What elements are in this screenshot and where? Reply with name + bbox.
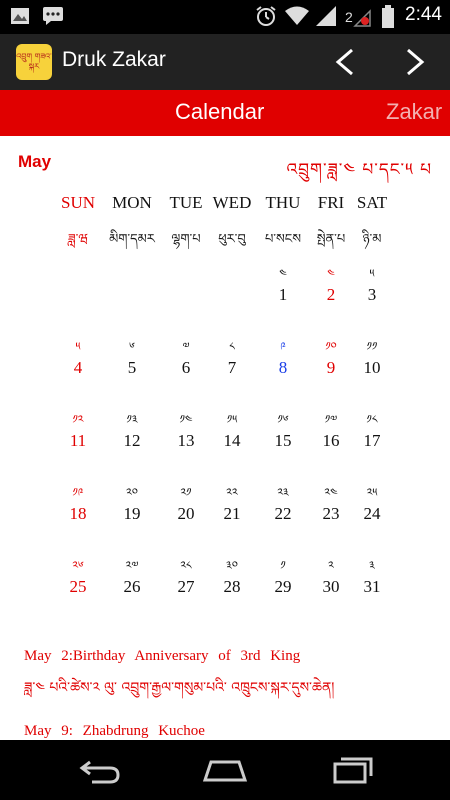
svg-text:2: 2 [345,9,353,25]
back-button[interactable] [76,754,124,786]
tibetan-date: ༡༨ [366,413,378,426]
weekday-label-tibetan: སྤེན་པ [316,232,346,247]
tibetan-date: ༡༦ [277,413,289,426]
day-cell[interactable] [110,411,154,467]
day-number: 8 [278,358,288,377]
month-title: May [18,152,52,171]
day-number: 15 [274,431,292,450]
day-cell[interactable] [110,557,154,613]
weekday-label: THU [265,193,301,212]
day-number: 5 [127,358,137,377]
day-number: 10 [363,358,381,377]
tibetan-date: ༢༧ [125,559,139,572]
back-icon [76,754,124,786]
tibetan-date: ༨ [229,340,235,353]
tibetan-date: ༢༢ [226,486,238,499]
battery-icon [381,5,395,25]
day-number: 4 [73,358,83,377]
chevron-left-icon [326,42,366,82]
day-cell[interactable] [261,557,305,613]
day-cell[interactable] [164,557,208,613]
day-cell[interactable] [56,411,100,467]
day-cell[interactable] [261,484,305,540]
chevron-right-icon [396,42,436,82]
tibetan-date: ༡༠ [325,340,337,353]
day-cell[interactable] [261,338,305,394]
app-logo: འབྲུག གཟའ་སྐར [16,44,52,80]
recent-apps-icon [327,754,375,786]
day-number: 28 [223,577,241,596]
tibetan-date: ༢༥ [366,486,378,499]
day-number: 21 [223,504,241,523]
tibetan-date: ༡༥ [226,413,238,426]
tibetan-date: ༢ [328,559,334,572]
tibetan-date: ༧ [182,340,190,353]
day-cell[interactable] [210,338,254,394]
tab-zakar[interactable]: Zakar [386,99,443,124]
day-cell[interactable] [261,265,305,321]
event-title[interactable]: May 2:Birthday Anniversary of 3rd King [24,648,301,664]
tibetan-date: ༡༤ [179,413,193,426]
home-button[interactable] [201,754,249,786]
day-number: 9 [326,358,336,377]
tibetan-date: ༡ [280,559,286,572]
tibetan-date: ༢༡ [180,486,192,499]
day-number: 6 [181,358,191,377]
weekday-header [0,193,450,215]
app-title: Druk Zakar [62,48,166,71]
recent-apps-button[interactable] [327,754,375,786]
action-bar [0,34,450,90]
day-number: 29 [274,577,292,596]
day-number: 11 [69,431,87,450]
day-number: 31 [363,577,381,596]
weekday-label-tibetan: མིག་དམར [109,232,155,247]
day-cell[interactable] [309,411,353,467]
day-cell[interactable] [210,484,254,540]
day-number: 20 [177,504,195,523]
tibetan-date: ༡༡ [366,340,378,353]
day-number: 14 [223,431,241,450]
tibetan-date: ༤ [279,267,287,280]
weekday-header-tibetan [0,224,450,246]
day-cell[interactable] [309,484,353,540]
tibetan-date: ༤ [327,267,335,280]
day-cell[interactable] [261,411,305,467]
sim2-no-signal-icon [345,5,371,25]
system-nav-bar [0,740,450,800]
day-number: 22 [274,504,292,523]
tibetan-date: ༡༢ [72,413,84,426]
day-cell[interactable] [56,484,100,540]
tibetan-date: ༡༩ [72,486,84,499]
tibetan-date: ༩ [280,340,286,353]
event-title-tibetan: ཟླ་༤ པའི་ཚེས་༢ ལུ་ འབྲུག་རྒྱལ་གསུམ་པའི་ འཁྲུངས་སྐར་དུས་ཆེན། [24,680,335,696]
tibetan-date: ༡༣ [126,413,138,426]
calendar-view [0,136,450,740]
day-cell[interactable] [350,411,394,467]
day-number: 18 [69,504,87,523]
tab-calendar[interactable]: Calendar [175,99,265,124]
weekday-label: WED [212,193,252,212]
previous-month-button[interactable] [326,42,366,82]
weekday-label-tibetan: པ་སངས [264,232,302,247]
tibetan-date: ༢༤ [324,486,338,499]
day-cell[interactable] [210,557,254,613]
tibetan-date: ༣ [369,559,375,572]
day-number: 13 [177,431,195,450]
day-number: 3 [367,285,377,304]
status-bar [0,0,450,34]
day-number: 16 [322,431,340,450]
day-cell[interactable] [309,338,353,394]
home-icon [201,754,249,786]
weekday-label: FRI [317,193,345,212]
clock-time: 2:44 [405,4,442,25]
tibetan-month-title: འབྲུག་ཟླ་༤ པ་དང་༥ པ [286,160,432,180]
day-cell[interactable] [210,411,254,467]
day-cell[interactable] [110,484,154,540]
day-number: 27 [177,577,195,596]
next-month-button[interactable] [396,42,436,82]
day-number: 7 [227,358,237,377]
day-cell[interactable] [309,557,353,613]
weekday-label-tibetan: ཕུར་བུ [218,232,246,247]
day-number: 26 [123,577,141,596]
tab-bar [0,90,450,136]
wifi-icon [285,5,305,25]
day-cell[interactable] [110,338,154,394]
day-cell[interactable] [350,338,394,394]
day-number: 17 [363,431,381,450]
weekday-label-tibetan: ལྷག་པ [171,232,201,247]
tibetan-date: ༥ [75,340,81,353]
tibetan-date: ༦ [129,340,135,353]
event-title[interactable]: May 9: Zhabdrung Kuchoe [24,723,205,739]
day-cell[interactable] [309,265,353,321]
day-cell[interactable] [164,338,208,394]
tibetan-date: ༢༣ [277,486,289,499]
image-icon [10,6,30,26]
weekday-label: TUE [169,193,203,212]
alarm-icon [255,5,275,25]
tibetan-date: ༥ [369,267,375,280]
weekday-label: MON [112,193,152,212]
tibetan-date: ༢༦ [72,559,84,572]
day-number: 24 [363,504,381,523]
day-cell[interactable] [56,338,100,394]
tibetan-date: ༣༠ [226,559,238,572]
weekday-label-tibetan: ཉི་མ [362,232,382,247]
signal-icon [315,5,335,25]
tibetan-date: ༢༨ [180,559,192,572]
day-number: 2 [326,285,336,304]
day-number: 25 [69,577,87,596]
day-cell[interactable] [350,557,394,613]
day-number: 23 [322,504,340,523]
day-cell[interactable] [350,484,394,540]
day-cell[interactable] [164,484,208,540]
weekday-label: SAT [356,193,388,212]
day-cell[interactable] [56,557,100,613]
day-number: 1 [278,285,288,304]
day-cell[interactable] [350,265,394,321]
events-list [24,648,444,740]
day-number: 30 [322,577,340,596]
day-number: 12 [123,431,141,450]
weekday-label: SUN [60,193,95,212]
day-cell[interactable] [164,411,208,467]
tibetan-date: ༢༠ [126,486,138,499]
chat-icon [42,6,62,26]
tibetan-date: ༡༧ [324,413,338,426]
day-number: 19 [123,504,141,523]
weekday-label-tibetan: ཟླ་ཝ [67,232,89,247]
